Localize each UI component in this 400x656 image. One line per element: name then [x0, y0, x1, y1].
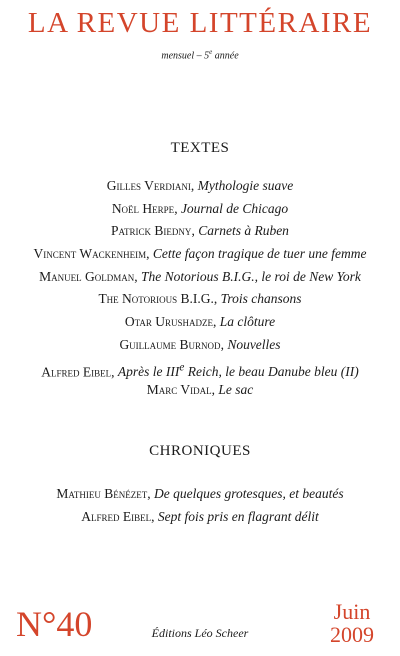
list-item: Patrick Biedny, Carnets à Ruben: [111, 223, 289, 239]
entry-work: Trois chansons: [220, 291, 302, 307]
entry-author: Patrick Biedny: [111, 223, 192, 239]
textes-list: [0, 175, 400, 402]
entry-work: Journal de Chicago: [180, 200, 289, 216]
section-title-textes: TEXTES: [170, 140, 230, 156]
entry-work-superscript: e: [179, 361, 185, 374]
entry-author: Marc Vidal: [146, 382, 212, 398]
issue-month: Juin: [333, 599, 371, 624]
list-item: Otar Urushadze, La clôture: [124, 314, 276, 330]
entry-author: Alfred Eibel: [41, 364, 112, 379]
list-item: Vincent Wackenheim, Cette façon tragique de tuer une femme: [33, 246, 367, 262]
chroniques-list: [0, 482, 400, 528]
entry-author: Gilles Verdiani: [106, 178, 191, 193]
section-title-chroniques: CHRONIQUES: [149, 443, 251, 459]
issue-year: 2009: [330, 622, 374, 647]
entry-author: Vincent Wackenheim: [33, 246, 147, 262]
list-item: Mathieu Bénézet, De quelques grotesques, et beautés: [56, 486, 344, 501]
entry-work: Le sac: [218, 382, 254, 398]
entry-work: The Notorious B.I.G., le roi de New York: [140, 268, 361, 284]
list-item: Marc Vidal, Le sac: [146, 382, 254, 398]
subtitle-end: année: [212, 50, 239, 62]
magazine-subtitle: [0, 48, 400, 61]
entry-work-post: Reich, le beau Danube bleu (II): [184, 364, 359, 379]
list-item: Gilles Verdiani, Mythologie suave: [106, 178, 294, 193]
entry-author: The Notorious B.I.G.: [98, 291, 214, 307]
subtitle-main: mensuel – 5: [161, 50, 210, 62]
entry-work: Cette façon tragique de tuer une femme: [152, 246, 367, 262]
list-item: Noël Herpe, Journal de Chicago: [111, 200, 289, 216]
entry-work: La clôture: [219, 314, 276, 330]
subtitle-superscript: e: [209, 48, 213, 56]
entry-author: Manuel Goldman: [39, 268, 135, 284]
entry-author: Otar Urushadze: [124, 314, 214, 330]
entry-work: Sept fois pris en flagrant délit: [157, 509, 319, 524]
list-item: Alfred Eibel, Après le IIIe Reich, le beau Danube bleu (II): [41, 361, 359, 379]
entry-work: Nouvelles: [227, 336, 281, 352]
entry-author: Alfred Eibel: [81, 509, 152, 524]
list-item: Guillaume Burnod, Nouvelles: [119, 336, 281, 352]
issue-date: [330, 600, 374, 646]
entry-author: Guillaume Burnod: [119, 336, 221, 352]
entry-work: Mythologie suave: [197, 178, 294, 193]
issue-number: N°40: [16, 604, 93, 644]
entry-author: Mathieu Bénézet: [56, 486, 148, 501]
entry-work: De quelques grotesques, et beautés: [154, 486, 344, 501]
publisher-name: Éditions Léo Scheer: [151, 626, 249, 640]
list-item: Alfred Eibel, Sept fois pris en flagrant délit: [81, 509, 319, 524]
entry-work: [117, 361, 359, 379]
list-item: Manuel Goldman, The Notorious B.I.G., le roi de New York: [39, 268, 361, 284]
list-item: The Notorious B.I.G., Trois chansons: [98, 291, 302, 307]
entry-work: Carnets à Ruben: [198, 223, 289, 239]
entry-work-pre: Après le III: [117, 364, 180, 379]
entry-author: Noël Herpe: [111, 200, 175, 216]
magazine-title: LA REVUE LITTÉRAIRE: [27, 7, 373, 39]
